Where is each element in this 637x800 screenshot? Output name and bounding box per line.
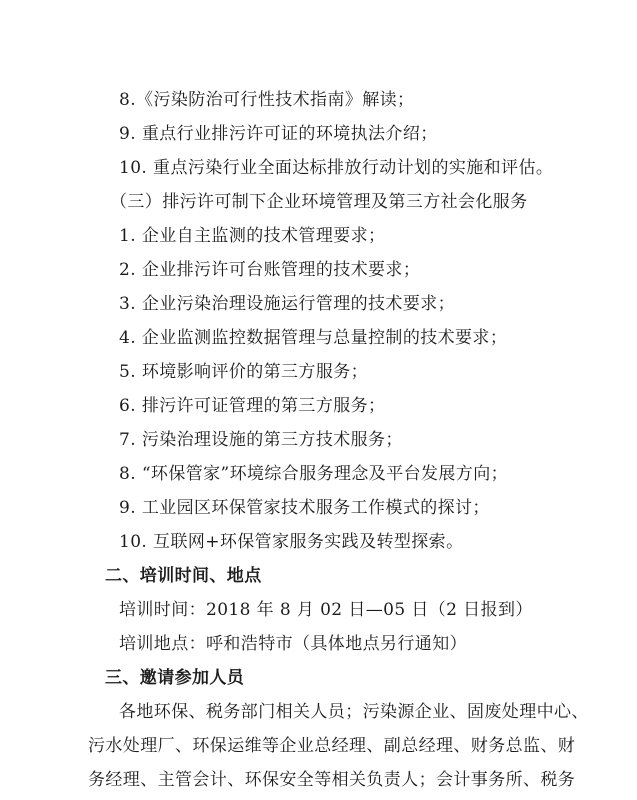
list-item: 3. 企业污染治理设施运行管理的技术要求； xyxy=(119,294,456,314)
list-item: 10. 重点污染行业全面达标排放行动计划的实施和评估。 xyxy=(119,158,554,178)
list-item: 10. 互联网+环保管家服务实践及转型探索。 xyxy=(119,532,464,552)
paragraph-line: 各地环保、税务部门相关人员；污染源企业、固废处理中心、 xyxy=(119,702,589,722)
list-item: 8.《污染防治可行性技术指南》解读； xyxy=(119,90,415,110)
section-heading: 三、邀请参加人员 xyxy=(105,668,245,688)
paragraph-line: 务经理、主管会计、环保安全等相关负责人；会计事务所、税务 xyxy=(88,770,576,790)
list-item: 4. 企业监测监控数据管理与总量控制的技术要求； xyxy=(119,328,508,348)
section-heading: 二、培训时间、地点 xyxy=(105,566,262,586)
training-place: 培训地点：呼和浩特市（具体地点另行通知） xyxy=(119,634,467,654)
list-item: 5. 环境影响评价的第三方服务； xyxy=(119,362,369,382)
training-time: 培训时间：2018 年 8 月 02 日—05 日（2 日报到） xyxy=(119,600,533,620)
list-item: 2. 企业排污许可台账管理的技术要求； xyxy=(119,260,421,280)
list-item: 9. 工业园区环保管家技术服务工作模式的探讨； xyxy=(119,498,490,518)
list-item: 9. 重点行业排污许可证的环境执法介绍； xyxy=(119,124,438,144)
list-item: 6. 排污许可证管理的第三方服务； xyxy=(119,396,386,416)
list-item: 7. 污染治理设施的第三方技术服务； xyxy=(119,430,403,450)
list-item: 1. 企业自主监测的技术管理要求； xyxy=(119,226,386,246)
list-item: 8. “环保管家”环境综合服务理念及平台发展方向； xyxy=(119,464,509,484)
paragraph-line: 污水处理厂、环保运维等企业总经理、副总经理、财务总监、财 xyxy=(88,736,576,756)
section-title: （三）排污许可制下企业环境管理及第三方社会化服务 xyxy=(110,192,528,212)
